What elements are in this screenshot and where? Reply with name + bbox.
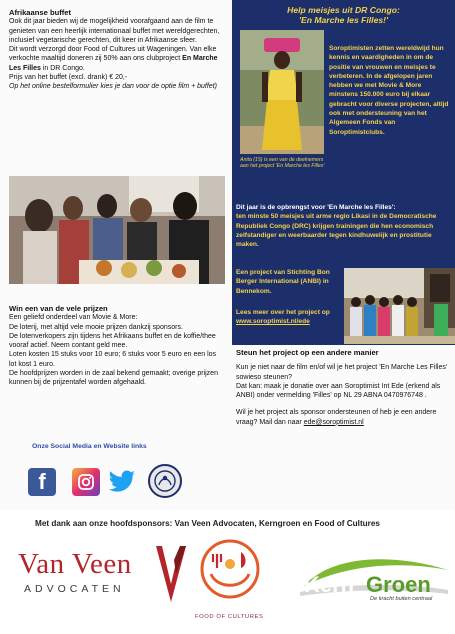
social-title: Onze Social Media en Website links (32, 443, 147, 450)
buffet-section (9, 8, 225, 92)
project-panel (232, 0, 455, 345)
groen-text: Groen (366, 572, 431, 597)
buffet-title: Afrikaanse buffet (9, 8, 72, 17)
support-email-link[interactable]: ede@soroptimist.nl (303, 418, 364, 426)
anita-photo (240, 30, 324, 154)
kern-text: Kern (304, 572, 355, 597)
buffet-intro: Ook dit jaar bieden wij de mogelijkheid voorafgaand aan de film te genieten van een heerlijk internationaal buffet met wereldgerechten, inclusief vegetarische gerechten, dit keer in Afrikaanse sfeer. (9, 18, 220, 44)
prizes-line-2: De loterij, met altijd vele mooie prijzen dankzij sponsors. (9, 323, 183, 331)
kern-tagline: De kracht buiten centraal (370, 596, 433, 602)
twitter-icon[interactable] (108, 468, 136, 496)
foc-emblem (193, 534, 267, 608)
support-line-2: Dat kan: maak je donatie over aan Soroptimist Int Ede (erkend als ANBI) onder vermelding 'Filles' op NL 29 ABNA 0470976748 . (236, 382, 441, 400)
anita-photo-drawing (240, 30, 324, 154)
buffet-note: Op het online bestelformulier kies je dan voor de optie film + buffet) (9, 83, 217, 91)
prizes-line-1: Een geliefd onderdeel van Movie & More: (9, 314, 138, 322)
prizes-line-3: De lotenverkopers zijn tijdens het Afrikaans buffet en de koffie/thee vooraf actief. Neem contant geld mee. (9, 332, 216, 350)
project-intro: Soroptimisten zetten wereldwijd hun kennis en vaardigheden in om de positie van vrouwen en meisjes te verbeteren. In de afgelopen jaren hebben we met Movie & More minstens 150.000 euro bij elkaar gebracht voor diverse projecten, altijd ook met ondersteuning van het Algemeen Fonds van Soroptimistclubs. (329, 45, 449, 136)
prizes-title: Win een van de vele prijzen (9, 304, 108, 313)
support-section (236, 348, 450, 427)
sponsor-thanks: Met dank aan onze hoofdsponsors: Van Veen Advocaten, Kerngroen en Food of Cultures (35, 519, 380, 528)
soroptimist-logo[interactable] (148, 464, 182, 498)
sponsor-footer (0, 510, 455, 634)
kerngroen-logo[interactable] (300, 556, 450, 606)
twitter-bird (108, 470, 136, 494)
project-title: Help meisjes uit DR Congo: 'En Marche les Filles!' (287, 5, 400, 25)
facebook-icon[interactable]: f (28, 468, 56, 496)
support-line-3: Wil je het project als sponsor ondersteunen of heb je een andere vraag? Mail dan naar ede@soroptimist.nl (236, 409, 437, 426)
project-readmore: Lees meer over het project op www.soroptimist.nl/ede (236, 308, 346, 327)
vanveen-v-mark (154, 546, 188, 604)
project-url-link[interactable]: www.soroptimist.nl/ede (236, 318, 310, 326)
support-title: Steun het project op een andere manier (236, 348, 379, 357)
instagram-icon[interactable] (72, 468, 100, 496)
prizes-line-4: Loten kosten 15 stuks voor 10 euro; 6 stuks voor 5 euro en een los lot kost 1 euro. (9, 351, 217, 368)
vanveen-sub: ADVOCATEN (24, 583, 125, 595)
food-of-cultures-logo[interactable] (193, 534, 267, 628)
girls-photo-drawing (344, 268, 455, 344)
project-foundation: Een project van Stichting Bon Berger International (ANBI) in Bennekom. (236, 269, 330, 295)
support-line-1: Kun je niet naar de film en/of wil je het project 'En Marche Les Filles' sowieso steunen? (236, 364, 448, 381)
vanveen-name: Van Veen (18, 548, 132, 580)
vanveen-logo[interactable] (18, 542, 188, 606)
buffet-photo-drawing (9, 176, 225, 284)
prizes-line-5: De hoofdprijzen worden in de zaal bekend gemaakt; overige prijzen kunnen bij de prijzentafel worden afgehaald. (9, 370, 218, 387)
buffet-caterer: Dit wordt verzorgd door Food of Cultures uit Wageningen. Van elke verkochte maaltijd doneren zij 50% aan ons clubproject En Marche Les Filles in DR Congo. (9, 46, 218, 72)
project-description: Dit jaar is de opbrengst voor 'En Marche les Filles': ten minste 50 meisjes uit arme regio Likasi in de Democratische Republiek Congo (DRC) krijgen trainingen die hen economisch zelfstandiger en weerbaarder tegen kindhuwelijk en prostitutie maken. (236, 204, 437, 249)
prizes-section (9, 304, 225, 388)
anita-caption: Anita (15) is een van de deelnemers aan het project 'En Marche les Filles' (240, 157, 325, 170)
soroptimist-emblem (153, 469, 177, 493)
instagram-glyph (77, 473, 95, 491)
buffet-photo (9, 176, 225, 284)
buffet-price: Prijs van het buffet (excl. drank) € 20,- (9, 74, 128, 82)
girls-photo (344, 268, 455, 344)
foc-name: FOOD OF CULTURES (195, 614, 264, 620)
